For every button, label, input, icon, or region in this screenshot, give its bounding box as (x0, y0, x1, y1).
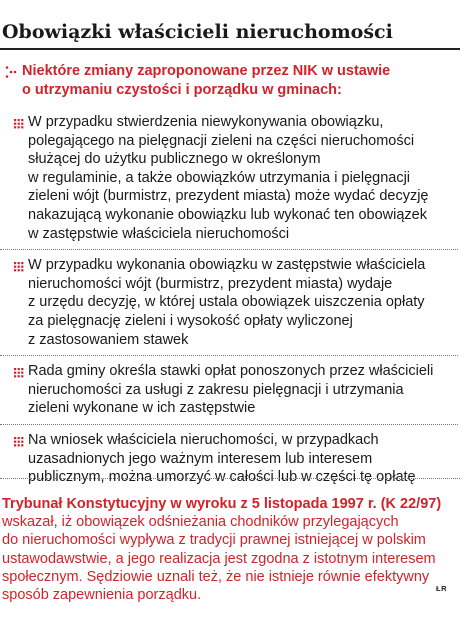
tribunal-line-1: wskazał, iż obowiązek odśnieżania chodników przylegających (2, 514, 399, 531)
list-item-line: w regulaminie, a także obowiązków utrzymania i pielęgnacji (28, 169, 411, 186)
list-item-line: W przypadku wykonania obowiązku w zastępstwie właściciela (28, 257, 426, 274)
list-item-line: za pielęgnację zieleni i wysokość opłaty wyliczonej (28, 312, 353, 329)
tribunal-line-2: do nieruchomości wypływa z tradycji prawnej istniejącej w polskim (2, 532, 426, 549)
list-item-line: z zastosowaniem stawek (28, 331, 189, 348)
list-item-line: Na wniosek właściciela nieruchomości, w przypadkach (28, 431, 379, 448)
list-item-line: polegającego na pielęgnacji zieleni na części nieruchomości (28, 132, 415, 149)
dot-grid-bullet-icon (13, 367, 24, 378)
list-item (0, 431, 458, 493)
tribunal-line-5: sposób zapewnienia porządku. (2, 587, 202, 604)
infobox-title: Obowiązki właścicieli nieruchomości (2, 21, 393, 43)
tribunal-line-3: ustawodawstwie, a jego realizacja jest zgodna z istotnym interesem (2, 550, 436, 567)
author-signature: ŁR (436, 584, 447, 593)
list-item-line: w zastępstwie właściciela nieruchomości (28, 225, 290, 242)
list-item-line: Rada gminy określa stawki opłat ponoszonych przez właścicieli (28, 363, 434, 380)
list-item-line: nieruchomości za usługi z zakresu pielęgnacji i utrzymania (28, 381, 404, 398)
tribunal-note (2, 495, 460, 604)
dotted-arrow-icon (4, 65, 18, 79)
list-item-line: uzasadnionych jego ważnym interesem lub interesem (28, 450, 373, 467)
list-item (0, 113, 458, 250)
title-divider (0, 48, 460, 50)
list-item (0, 256, 458, 356)
dot-grid-bullet-icon (13, 436, 24, 447)
subhead-line-2: o utrzymaniu czystości i porządku w gminach: (22, 82, 342, 98)
list-item-line: nieruchomości wójt (burmistrz, prezydent miasta) wydaje (28, 275, 393, 292)
subhead (4, 62, 444, 100)
list-item-line: zieleni wykonane w ich zastępstwie (28, 400, 256, 417)
tribunal-line-4: społecznym. Sędziowie uznali też, że nie istnieje równie efektywny (2, 568, 430, 585)
list-item-line: z urzędu decyzję, w której ustala obowiązek uiszczenia opłaty (28, 294, 425, 311)
list-item-line: służącej do użytku publicznego w określonym (28, 151, 321, 168)
list-item-line: nakazującą wykonanie obowiązku lub wykonać ten obowiązek (28, 206, 427, 223)
dot-grid-bullet-icon (13, 118, 24, 129)
list-item (0, 362, 458, 425)
subhead-line-1: Niektóre zmiany zaproponowane przez NIK w ustawie (22, 63, 391, 79)
dot-grid-bullet-icon (13, 261, 24, 272)
section-divider (0, 478, 460, 479)
tribunal-heading: Trybunał Konstytucyjny w wyroku z 5 listopada 1997 r. (K 22/97) (2, 496, 442, 512)
proposal-list (0, 113, 458, 499)
list-item-line: publicznym, można umorzyć w całości lub w części tę opłatę (28, 469, 416, 486)
list-item-line: zieleni wójt (burmistrz, prezydent miasta) może wydać decyzję (28, 188, 429, 205)
list-item-line: W przypadku stwierdzenia niewykonywania obowiązku, (28, 114, 384, 130)
